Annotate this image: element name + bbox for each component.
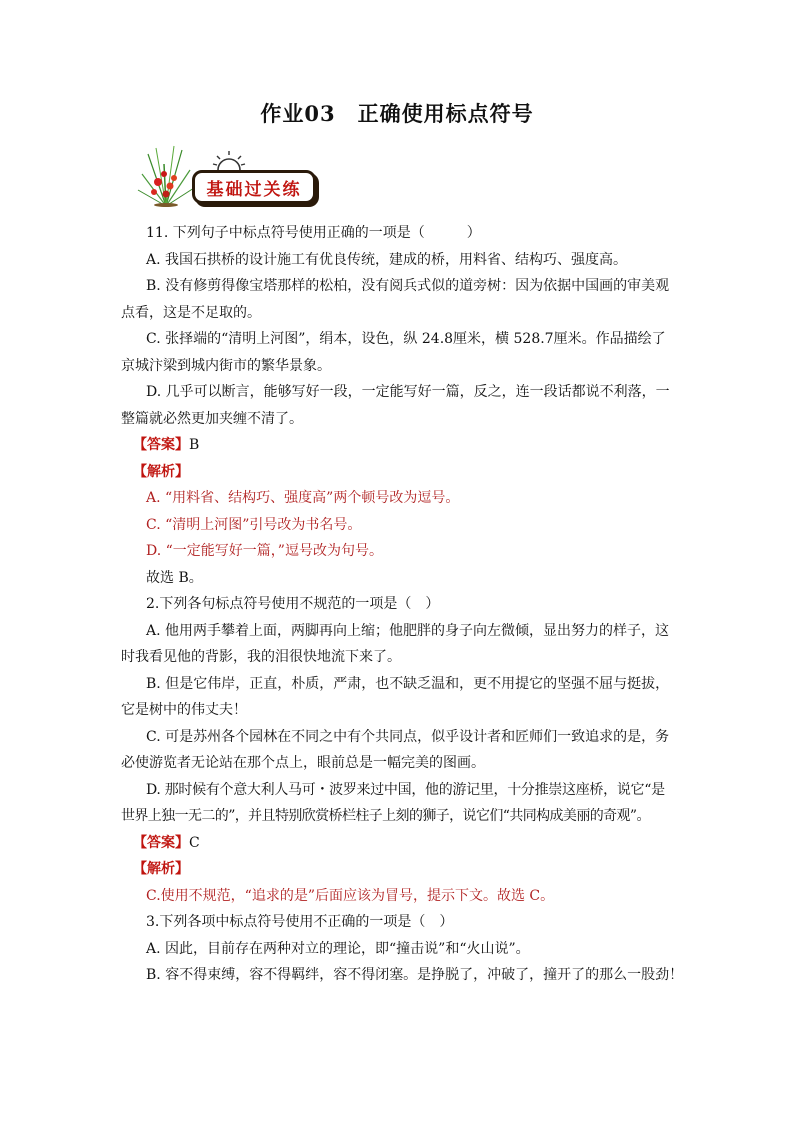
q1-option-b-line1: B. 没有修剪得像宝塔那样的松柏，没有阅兵式似的道旁树：因为依据中国画的审美观	[146, 278, 670, 294]
q1-analysis-c: C. “清明上河图”引号改为书名号。	[146, 516, 362, 533]
question-content	[121, 220, 684, 989]
answer-label: 【答案】	[133, 834, 189, 851]
q2-option-b-line1: B. 但是它伟岸，正直，朴质，严肃，也不缺乏温和，更不用提它的坚强不屈与挺拔，	[146, 675, 670, 692]
q1-analysis-a: A. “用料省、结构巧、强度高”两个顿号改为逗号。	[146, 490, 460, 506]
q1-conclusion: 故选 B。	[146, 569, 203, 586]
q1-option-b-line2: 点看，这是不足取的。	[121, 304, 261, 321]
q3-option-a: A. 因此，目前存在两种对立的理论，即“撞击说”和“火山说”。	[146, 940, 530, 957]
q2-option-b-line2: 它是树中的伟丈夫！	[121, 702, 247, 718]
q1-option-c-line1: C. 张择端的“清明上河图”，绢本，设色，纵 24.8厘米，横 528.7厘米。作品描绘了	[146, 331, 666, 347]
q2-option-c-line1: C. 可是苏州各个园林在不同之中有个共同点，似乎设计者和匠师们一致追求的是，务	[146, 728, 670, 745]
answer-value: B	[189, 437, 200, 453]
page-title: 作业03 正确使用标点符号	[260, 101, 534, 126]
q1-answer	[121, 432, 676, 459]
answer-label: 【答案】	[133, 437, 189, 453]
q3-stem: 3.下列各项中标点符号使用不正确的一项是（ ）	[146, 914, 454, 930]
q2-analysis: C.使用不规范，“追求的是”后面应该为冒号，提示下文。故选 C。	[146, 887, 555, 904]
sun-icon	[212, 150, 246, 172]
q1-option-d-line1: D. 几乎可以断言，能够写好一段，一定能写好一篇，反之，连一段话都说不利落，一	[146, 384, 670, 400]
q3-option-b: B. 容不得束缚，容不得羁绊，容不得闭塞。是挣脱了，冲破了，撞开了的那么一股劲！	[146, 967, 684, 983]
q1-option-d-line2: 整篇就必然更加夹缠不清了。	[121, 410, 303, 427]
q2-option-c-line2: 必使游览者无论站在那个点上，眼前总是一幅完美的图画。	[121, 755, 485, 771]
q2-stem: 2.下列各句标点符号使用不规范的一项是（ ）	[146, 596, 440, 612]
q1-analysis-d: D. “一定能写好一篇，”逗号改为句号。	[146, 543, 383, 559]
q2-option-d-line2: 世界上独一无二的”，并且特别欣赏桥栏柱子上刻的狮子，说它们“共同构成美丽的奇观”。	[121, 808, 650, 824]
q2-option-d-line1: D. 那时候有个意大利人马可・波罗来过中国，他的游记里，十分推崇这座桥，说它“是	[146, 781, 665, 798]
badge-label: 基础过关练	[206, 179, 302, 200]
q2-option-a-line2: 时我看见他的背影，我的泪很快地流下来了。	[121, 649, 401, 665]
q2-answer	[121, 830, 676, 857]
q1-stem: 11. 下列句子中标点符号使用正确的一项是（ ）	[146, 225, 481, 241]
badge-box	[192, 170, 316, 204]
q2-analysis-label: 【解析】	[133, 861, 189, 877]
answer-value: C	[189, 834, 200, 851]
q2-option-a-line1: A. 他用两手攀着上面，两脚再向上缩；他肥胖的身子向左微倾，显出努力的样子，这	[146, 622, 670, 639]
q1-analysis-label: 【解析】	[133, 463, 189, 480]
section-badge	[136, 144, 326, 208]
q1-option-c-line2: 京城汴梁到城内街市的繁华景象。	[121, 357, 331, 374]
q1-option-a: A. 我国石拱桥的设计施工有优良传统，建成的桥，用料省、结构巧、强度高。	[146, 251, 628, 268]
flower-plant-icon	[136, 144, 196, 208]
